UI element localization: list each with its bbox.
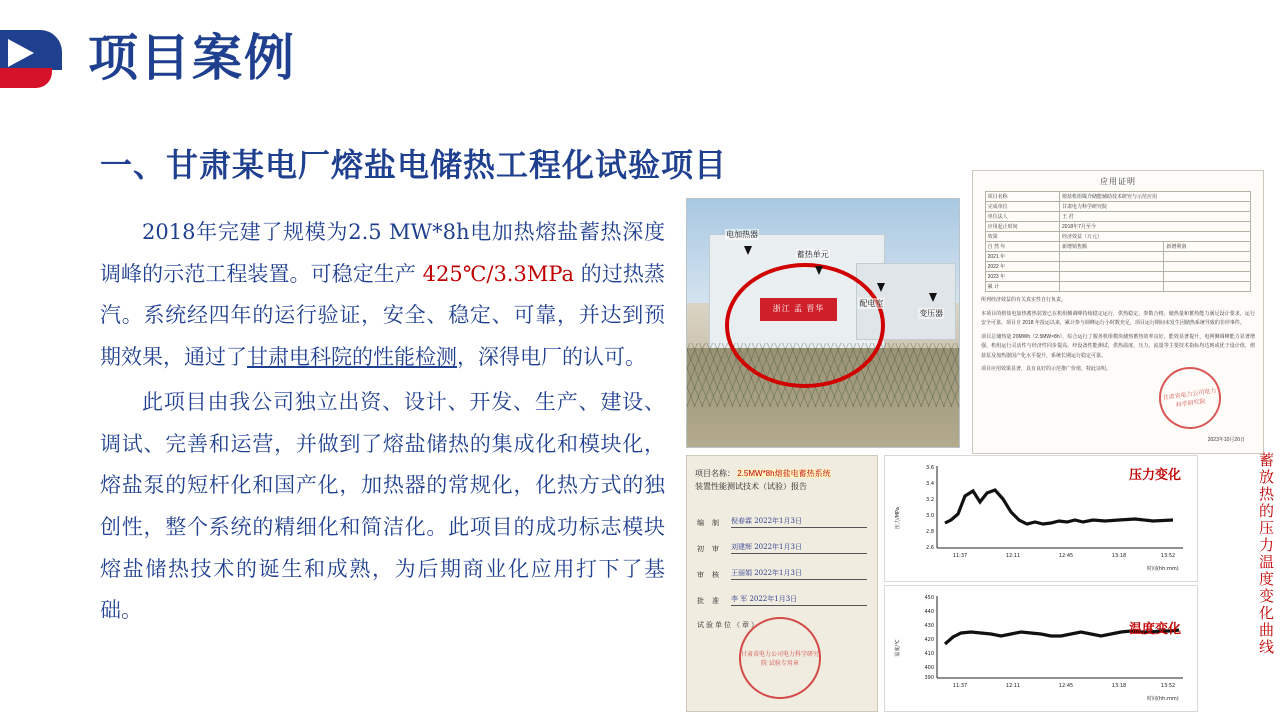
- photo-label-heater: 电加热器: [726, 229, 759, 239]
- plant-photo: [686, 198, 960, 448]
- report-row-value: 李 军 2022年1月3日: [731, 594, 867, 606]
- svg-text:3.0: 3.0: [926, 513, 934, 519]
- cell: 经济效益（万元）: [1060, 232, 1251, 242]
- report-row-value: 王丽娟 2022年1月3日: [731, 568, 867, 580]
- cell: [1060, 282, 1164, 292]
- report-project-value: 2.5MW*8h熔盐电蓄热系统: [737, 469, 831, 478]
- cell: 2022 年: [985, 262, 1059, 272]
- cell: 甘肃电力科学研究院: [1060, 202, 1251, 212]
- pressure-chart: [884, 455, 1198, 582]
- table-row: [985, 202, 1251, 212]
- report-signature-rows: [697, 516, 867, 606]
- test-report: [686, 455, 878, 712]
- certificate-stamp: 甘肃省电力公司电力科学研究院: [1155, 363, 1225, 433]
- paragraph-1-part-3: ，深得电厂的认可。: [457, 344, 646, 369]
- paragraph-1: [100, 212, 665, 378]
- report-row-label: 初 审: [697, 545, 722, 553]
- cell: 累 计: [985, 282, 1059, 292]
- pressure-x-axis-label: 时间(hh:mm): [1147, 566, 1179, 572]
- temperature-y-axis-label: 温度/℃: [895, 639, 901, 657]
- cell: [1060, 272, 1164, 282]
- list-item: [697, 542, 867, 554]
- svg-text:3.4: 3.4: [926, 481, 934, 487]
- table-row: [985, 192, 1251, 202]
- report-project-label: 项目名称：: [695, 469, 735, 478]
- cell: 新增销售额: [1060, 242, 1164, 252]
- logo-triangle-icon: [8, 39, 34, 67]
- table-row: [985, 212, 1251, 222]
- report-project-value-2: 装置性能测试技术（试验）报告: [695, 481, 807, 491]
- paragraph-2: 此项目由我公司独立出资、设计、开发、生产、建设、调试、完善和运营，并做到了熔盐储热的集成化和模块化，熔盐泵的短杆化和国产化，加热器的常规化，化热方式的独创性，整个系统的精细化和简洁化。此项目的成功标志模块熔盐储热技术的诞生和成熟，为后期商业化应用打下了基础。: [100, 390, 665, 623]
- report-header: [695, 468, 869, 494]
- list-item: [697, 516, 867, 528]
- photo-arrow-storage: [815, 266, 823, 275]
- svg-text:430: 430: [924, 623, 934, 629]
- x-tick: 12:11: [1005, 683, 1021, 689]
- paragraph-1-part-2: 的过热蒸汽。系统经四年的运行验证，安全、稳定、可靠，并达到预期效果，通过了: [100, 261, 665, 369]
- cell: [1060, 252, 1164, 262]
- svg-text:420: 420: [924, 637, 934, 643]
- pressure-y-axis-label: 压力/MPa: [895, 507, 901, 529]
- photo-highlight-ellipse: [725, 263, 885, 388]
- pressure-chart-title: 压力变化: [1128, 468, 1181, 483]
- x-tick: 12:11: [1005, 553, 1021, 559]
- svg-text:400: 400: [924, 665, 934, 671]
- report-row-label: 批 准: [697, 597, 722, 605]
- cell: 项目名称: [985, 192, 1059, 202]
- company-logo: [0, 30, 62, 88]
- table-row: [985, 272, 1251, 282]
- list-item: [697, 594, 867, 606]
- photo-sign: 浙江 孟 晋华: [760, 298, 836, 320]
- cell: [1164, 262, 1251, 272]
- certificate-paragraph-2: 项目总储热量 20MWh（2.5MW×8h），综合运行了服务机组模块储热蓄热效率良好，能效显著提升，电网侧调峰能力显著增强，机组运行灵活性与经济性同步提高。经设备性能测试，供热温度、压力、流量等主要技术指标均达到或优于设计值，熔盐泵及加热器国产化水平提升，系统长期运行稳定可靠。: [981, 333, 1255, 359]
- cell: 自 然 年: [985, 242, 1059, 252]
- report-unit-label: 试验单位（章）: [697, 621, 760, 629]
- cell: 单位法人: [985, 212, 1059, 222]
- cell: 效果: [985, 232, 1059, 242]
- paragraph-1-highlight: 425℃/3.3MPa: [422, 261, 575, 286]
- photo-label-transformer: 变压器: [919, 309, 944, 319]
- x-tick: 13:18: [1111, 683, 1127, 689]
- svg-text:3.2: 3.2: [926, 497, 934, 503]
- temperature-chart-plot: [885, 586, 1197, 711]
- temperature-chart-title: 温度变化: [1128, 622, 1181, 637]
- svg-text:450: 450: [924, 595, 934, 601]
- paragraph-1-underline: 甘肃电科院的性能检测: [247, 344, 457, 369]
- cell: 2023 年: [985, 272, 1059, 282]
- cell: 应用起止时间: [985, 222, 1059, 232]
- photo-label-storage: 蓄热单元: [796, 249, 829, 259]
- photo-arrow-heater: [744, 246, 752, 255]
- table-row: [985, 242, 1251, 252]
- cell: [1164, 272, 1251, 282]
- x-tick: 11:37: [952, 553, 968, 559]
- svg-text:2.6: 2.6: [926, 545, 934, 551]
- certificate-paragraph-3: 项目应用效果显著，具有良好的示范推广价值，特此证明。: [981, 366, 1112, 372]
- cell: 熔盐机组媒介储能辅助技术研究与示范应用: [1060, 192, 1251, 202]
- cell: [1164, 252, 1251, 262]
- temperature-x-axis-label: 时间(hh:mm): [1147, 696, 1179, 702]
- vertical-caption: 蓄放热的压力温度变化曲线: [1257, 452, 1275, 656]
- x-tick: 12:45: [1058, 553, 1074, 559]
- paragraph-1-part-1: 2018年完建了规模为2.5 MW*8h电加热熔盐蓄热深度调峰的示范工程装置。可稳定生产: [100, 220, 665, 286]
- x-tick: 12:45: [1058, 683, 1074, 689]
- cell: 新增利润: [1164, 242, 1251, 252]
- list-item: [697, 568, 867, 580]
- application-certificate: [972, 170, 1264, 454]
- report-stamp: 甘肃省电力公司电力科学研究院 试验专用章: [739, 617, 821, 699]
- photo-label-power-room: 配电室: [859, 299, 884, 309]
- cell: [1060, 262, 1164, 272]
- page-title: 项目案例: [88, 29, 296, 87]
- svg-text:2.8: 2.8: [926, 529, 934, 535]
- svg-text:390: 390: [924, 675, 934, 681]
- certificate-date: 2023年10月20日: [1207, 437, 1245, 443]
- photo-arrow-power-room: [877, 283, 885, 292]
- x-tick: 13:52: [1160, 553, 1176, 559]
- section-heading: 一、甘肃某电厂熔盐电储热工程化试验项目: [100, 146, 728, 184]
- cell: 2018年7月至今: [1060, 222, 1251, 232]
- certificate-table: [985, 191, 1252, 292]
- x-tick: 13:52: [1160, 683, 1176, 689]
- logo-red-shape: [0, 68, 52, 88]
- report-row-value: 刘建辉 2022年1月3日: [731, 542, 867, 554]
- temperature-chart: [884, 585, 1198, 712]
- cell: [1164, 282, 1251, 292]
- table-row: [985, 232, 1251, 242]
- report-row-label: 编 制: [697, 519, 722, 527]
- photo-arrow-transformer: [929, 293, 937, 302]
- cell: 2021 年: [985, 252, 1059, 262]
- table-row: [985, 222, 1251, 232]
- body-text: [100, 212, 665, 636]
- table-row: [985, 252, 1251, 262]
- svg-text:410: 410: [924, 651, 934, 657]
- x-tick: 13:18: [1111, 553, 1127, 559]
- certificate-title: 应用证明: [1100, 177, 1136, 186]
- svg-text:440: 440: [924, 609, 934, 615]
- cell: 完成单位: [985, 202, 1059, 212]
- report-row-label: 审 核: [697, 571, 722, 579]
- certificate-paragraph-1: 本项目的熔盐电加热蓄热装置已在机组侧调峰持续稳定运行，供热稳定、参数合格，储热量和蓄热能力满足设计要求，运行安全可靠，项目自 2018 年投运以来，累计参与调峰运行小时数充足，项目运行期间未发生因储热系统导致的非停事件。: [981, 310, 1255, 326]
- report-row-value: 倪春霖 2022年1月3日: [731, 516, 867, 528]
- table-row: [985, 262, 1251, 272]
- cell: 王 君: [1060, 212, 1251, 222]
- x-tick: 11:37: [952, 683, 968, 689]
- certificate-note: 所列经济效益的有关真实性自行负责。: [981, 297, 1067, 303]
- svg-text:3.6: 3.6: [926, 465, 934, 471]
- table-row: [985, 282, 1251, 292]
